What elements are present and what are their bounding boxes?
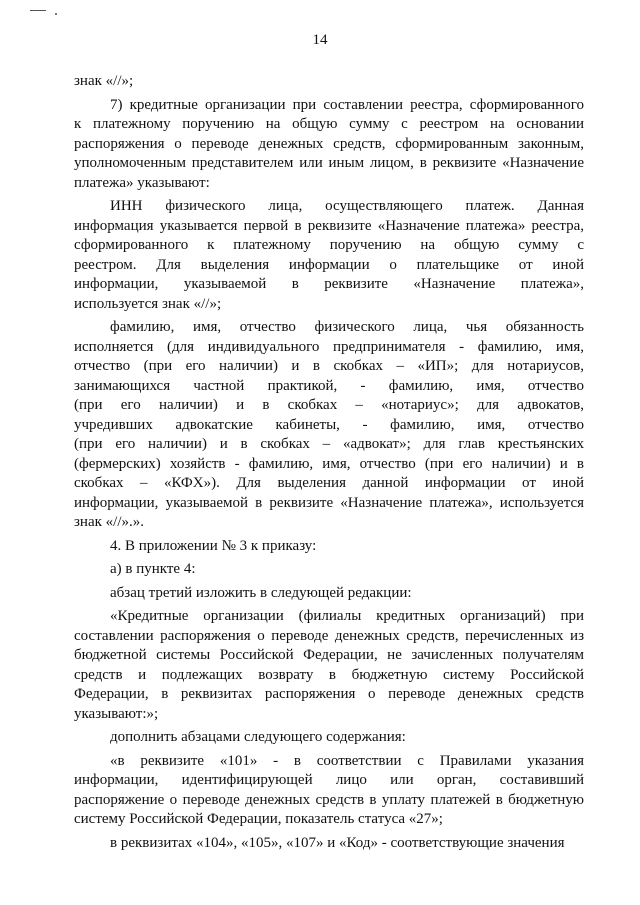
paragraph-p2 bbox=[74, 96, 584, 194]
paragraph-p3 bbox=[74, 197, 584, 314]
paragraph-p6 bbox=[74, 560, 584, 580]
text-line: средств и подлежащих возврату в бюджетную систему Российской bbox=[74, 666, 584, 683]
text-line: (при его наличии) и в скобках – «адвокат»; для глав крестьянских bbox=[74, 436, 584, 452]
text-line: (при его наличии) и в скобках – «нотариус»; для адвокатов, bbox=[74, 397, 584, 413]
text-line: сформированного к платежному поручению на общую сумму с bbox=[74, 237, 584, 253]
paragraph-p4 bbox=[74, 318, 584, 533]
text-line: информации, указываемой в реквизите «Назначение платежа», bbox=[74, 276, 584, 292]
text-line: исполняется (для индивидуального предпринимателя - фамилию, имя, bbox=[74, 338, 584, 355]
paragraph-p5 bbox=[74, 537, 584, 557]
text-line: к платежному поручению на общую сумму с реестром на основании bbox=[74, 116, 584, 132]
text-line: знак «//»; bbox=[74, 73, 134, 89]
text-line: систему Российской Федерации, показатель статуса «27»; bbox=[74, 811, 443, 827]
text-line: используется знак «//»; bbox=[74, 295, 222, 312]
text-line: ИНН физического лица, осуществляющего платеж. Данная bbox=[110, 198, 584, 214]
text-line: платежа» указывают: bbox=[74, 174, 210, 191]
text-line: занимающихся частной практикой, - фамилию, имя, отчество bbox=[74, 377, 584, 394]
paragraph-p9 bbox=[74, 728, 584, 748]
text-line: абзац третий изложить в следующей редакции: bbox=[110, 584, 412, 601]
text-line: уполномоченным представителем или иным лицом, в реквизите «Назначение bbox=[74, 155, 584, 171]
text-line: а) в пункте 4: bbox=[110, 561, 196, 577]
paragraph-p8 bbox=[74, 607, 584, 724]
text-line: Федерации, в реквизитах распоряжения о переводе денежных средств bbox=[74, 686, 584, 702]
text-line: бюджетной системы Российской Федерации, не зачисленных получателям bbox=[74, 647, 584, 663]
text-line: составлении распоряжения о переводе денежных средств, перечисленных из bbox=[74, 627, 584, 644]
text-line: информация указывается первой в реквизите «Назначение платежа» реестра, bbox=[74, 217, 584, 234]
paragraph-p7 bbox=[74, 584, 584, 604]
text-line: «в реквизите «101» - в соответствии с Правилами указания bbox=[110, 752, 584, 769]
text-line: «Кредитные организации (филиалы кредитных организаций) при bbox=[110, 608, 584, 624]
text-line: дополнить абзацами следующего содержания: bbox=[110, 729, 406, 745]
text-line: распоряжение о переводе денежных средств в уплату платежей в бюджетную bbox=[74, 791, 584, 808]
page-number: 14 bbox=[312, 32, 328, 48]
document-body bbox=[74, 72, 584, 857]
paragraph-p11 bbox=[74, 834, 584, 854]
text-line: реестром. Для выделения информации о плательщике от иной bbox=[74, 256, 584, 273]
text-line: отчество (при его наличии) и в скобках – «ИП»; для нотариусов, bbox=[74, 358, 584, 374]
text-line: 7) кредитные организации при составлении реестра, сформированного bbox=[110, 96, 584, 113]
text-line: (фермерских) хозяйств - фамилию, имя, отчество (при его наличии) и в bbox=[74, 455, 584, 472]
text-line: знак «//».». bbox=[74, 514, 144, 530]
scan-mark bbox=[30, 10, 46, 11]
text-line: учредивших адвокатские кабинеты, - фамилию, имя, отчество bbox=[74, 416, 584, 433]
text-line: скобках – «КФХ»). Для выделения данной информации от иной bbox=[74, 475, 584, 491]
text-line: информации, указываемой в реквизите «Назначение платежа», используется bbox=[74, 494, 584, 511]
text-line: распоряжения о переводе денежных средств, сформированным законным, bbox=[74, 135, 584, 152]
text-line: указывают:»; bbox=[74, 705, 159, 722]
text-line: информации, идентифицирующей лицо или орган, составивший bbox=[74, 772, 584, 788]
text-line: в реквизитах «104», «105», «107» и «Код» - соответствующие значения bbox=[110, 834, 565, 851]
paragraph-p1 bbox=[74, 72, 584, 92]
text-line: 4. В приложении № 3 к приказу: bbox=[110, 537, 317, 554]
text-line: фамилию, имя, отчество физического лица, чья обязанность bbox=[110, 319, 584, 335]
paragraph-p10 bbox=[74, 752, 584, 830]
scan-mark bbox=[55, 13, 57, 15]
